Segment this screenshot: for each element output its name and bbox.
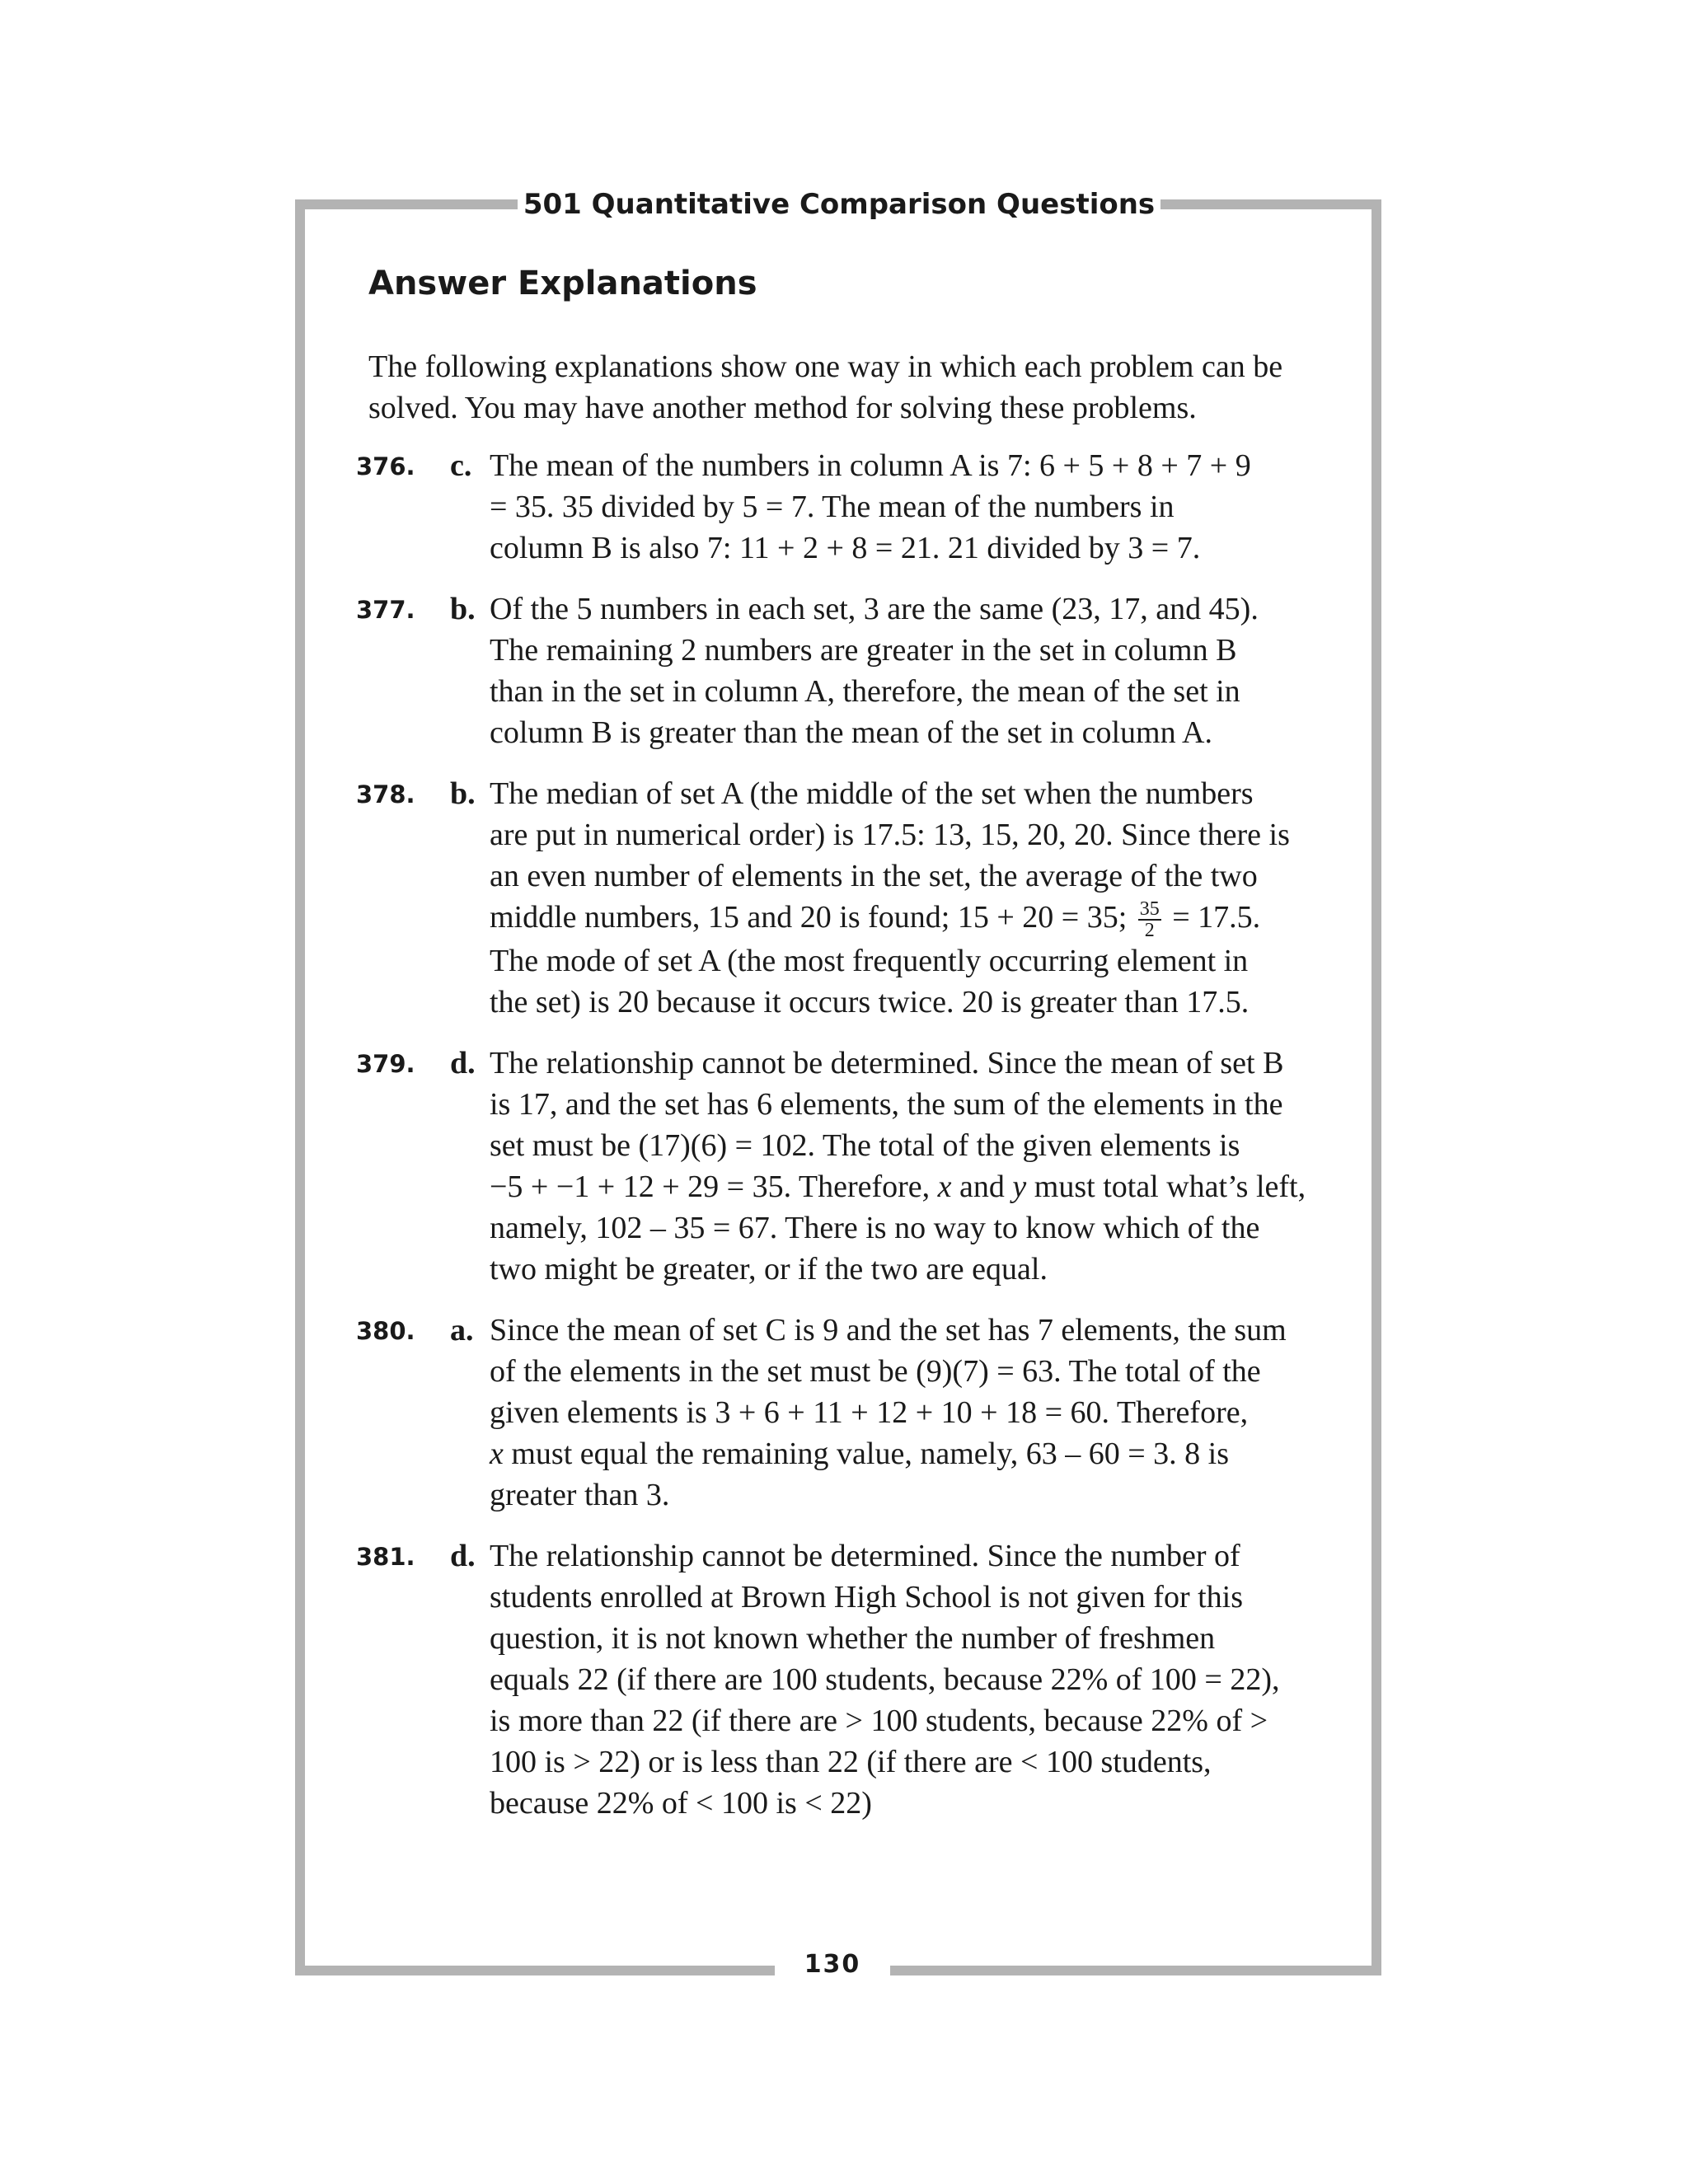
explanation-line: Since the mean of set C is 9 and the set has 7 elements, the sum [490, 1313, 1287, 1348]
explanation-line: because 22% of < 100 is < 22) [490, 1786, 872, 1821]
answer-letter: d. [450, 1539, 476, 1574]
frame-bottom-left [295, 1966, 775, 1975]
explanation-line: than in the set in column A, therefore, the mean of the set in [490, 674, 1240, 709]
variables-line-and: and [959, 1169, 1005, 1205]
frame-top-left [295, 199, 518, 209]
explanation-line: set must be (17)(6) = 102. The total of the given elements is [490, 1128, 1240, 1164]
explanation-line-variables [490, 1166, 1320, 1207]
explanation-line: 100 is > 22) or is less than 22 (if there are < 100 students, [490, 1745, 1212, 1780]
answer-376 [356, 445, 1320, 569]
answer-number: 376. [356, 452, 415, 480]
answer-letter: b. [450, 592, 476, 626]
answer-letter: a. [450, 1313, 474, 1348]
answer-list [356, 445, 1320, 1844]
answer-letter: b. [450, 776, 476, 811]
explanation-line: column B is also 7: 11 + 2 + 8 = 21. 21 divided by 3 = 7. [490, 531, 1201, 565]
explanation-line: is 17, and the set has 6 elements, the sum of the elements in the [490, 1087, 1283, 1122]
answer-letter: c. [450, 448, 472, 483]
explanation-line: of the elements in the set must be (9)(7) = 63. The total of the [490, 1354, 1261, 1390]
explanation-line: two might be greater, or if the two are equal. [490, 1252, 1048, 1287]
fraction [1138, 899, 1161, 940]
explanation-line: equals 22 (if there are 100 students, because 22% of 100 = 22), [490, 1662, 1280, 1698]
variables-line-after: must total what’s left, [1034, 1169, 1306, 1205]
explanation-line: the set) is 20 because it occurs twice. 20 is greater than 17.5. [490, 985, 1250, 1020]
answer-381 [356, 1535, 1320, 1824]
explanation-line: question, it is not known whether the number of freshmen [490, 1621, 1216, 1657]
intro-line: solved. You may have another method for solving these problems. [368, 391, 1197, 425]
explanation-line: students enrolled at Brown High School is not given for this [490, 1580, 1244, 1615]
frame-bottom-right [890, 1966, 1381, 1975]
answer-letter: d. [450, 1046, 476, 1081]
running-header: 501 Quantitative Comparison Questions [518, 186, 1160, 223]
answer-explanation [490, 1043, 1320, 1290]
answer-number: 377. [356, 596, 415, 624]
answer-378 [356, 773, 1320, 1023]
answer-explanation [490, 773, 1320, 1023]
explanation-line: The remaining 2 numbers are greater in the set in column B [490, 633, 1237, 668]
explanation-line: is more than 22 (if there are > 100 students, because 22% of > [490, 1704, 1268, 1739]
answer-380 [356, 1310, 1320, 1516]
answer-explanation [490, 1310, 1320, 1516]
answer-explanation [490, 1535, 1320, 1824]
intro-line: The following explanations show one way in which each problem can be [368, 349, 1283, 384]
answer-explanation [490, 588, 1320, 753]
explanation-line: Of the 5 numbers in each set, 3 are the same (23, 17, and 45). [490, 592, 1259, 626]
frame-right [1372, 199, 1381, 1975]
answer-number: 378. [356, 780, 415, 808]
answer-explanation [490, 445, 1320, 569]
answer-number: 380. [356, 1317, 415, 1346]
intro-paragraph [368, 346, 1316, 429]
variables-line-before: −5 + −1 + 12 + 29 = 35. Therefore, [490, 1169, 931, 1205]
variable-y: y [1012, 1169, 1027, 1205]
frame-left [295, 199, 305, 1975]
fraction-line-before: middle numbers, 15 and 20 is found; 15 + 20 = 35; [490, 900, 1128, 935]
variable-line-after: must equal the remaining value, namely, 63 – 60 = 3. 8 is [511, 1436, 1229, 1472]
variable-x: x [490, 1436, 504, 1472]
answer-377 [356, 588, 1320, 753]
explanation-line: an even number of elements in the set, the average of the two [490, 859, 1258, 893]
explanation-line: The mean of the numbers in column A is 7: 6 + 5 + 8 + 7 + 9 [490, 448, 1251, 483]
explanation-line: The mode of set A (the most frequently occurring element in [490, 944, 1249, 979]
explanation-line: given elements is 3 + 6 + 11 + 12 + 10 + 18 = 60. Therefore, [490, 1395, 1249, 1431]
explanation-line: are put in numerical order) is 17.5: 13, 15, 20, 20. Since there is [490, 818, 1290, 852]
explanation-line: greater than 3. [490, 1478, 670, 1513]
explanation-line: The relationship cannot be determined. Since the number of [490, 1539, 1240, 1574]
explanation-line: The median of set A (the middle of the set when the numbers [490, 776, 1254, 811]
fraction-line-after: = 17.5. [1172, 900, 1261, 935]
fraction-numerator: 35 [1139, 898, 1160, 921]
fraction-denominator: 2 [1144, 920, 1155, 942]
explanation-line: column B is greater than the mean of the set in column A. [490, 715, 1212, 750]
variable-x: x [937, 1169, 952, 1205]
explanation-line-fraction [490, 897, 1320, 940]
explanation-line: = 35. 35 divided by 5 = 7. The mean of the numbers in [490, 490, 1175, 524]
frame-top-right [1160, 199, 1381, 209]
page-number: 130 [775, 1948, 890, 1981]
answer-number: 379. [356, 1050, 415, 1079]
answer-number: 381. [356, 1543, 415, 1572]
explanation-line: namely, 102 – 35 = 67. There is no way to know which of the [490, 1211, 1260, 1246]
explanation-line-variable [490, 1433, 1320, 1474]
section-heading: Answer Explanations [368, 265, 757, 302]
explanation-line: The relationship cannot be determined. Since the mean of set B [490, 1046, 1284, 1081]
answer-379 [356, 1043, 1320, 1290]
